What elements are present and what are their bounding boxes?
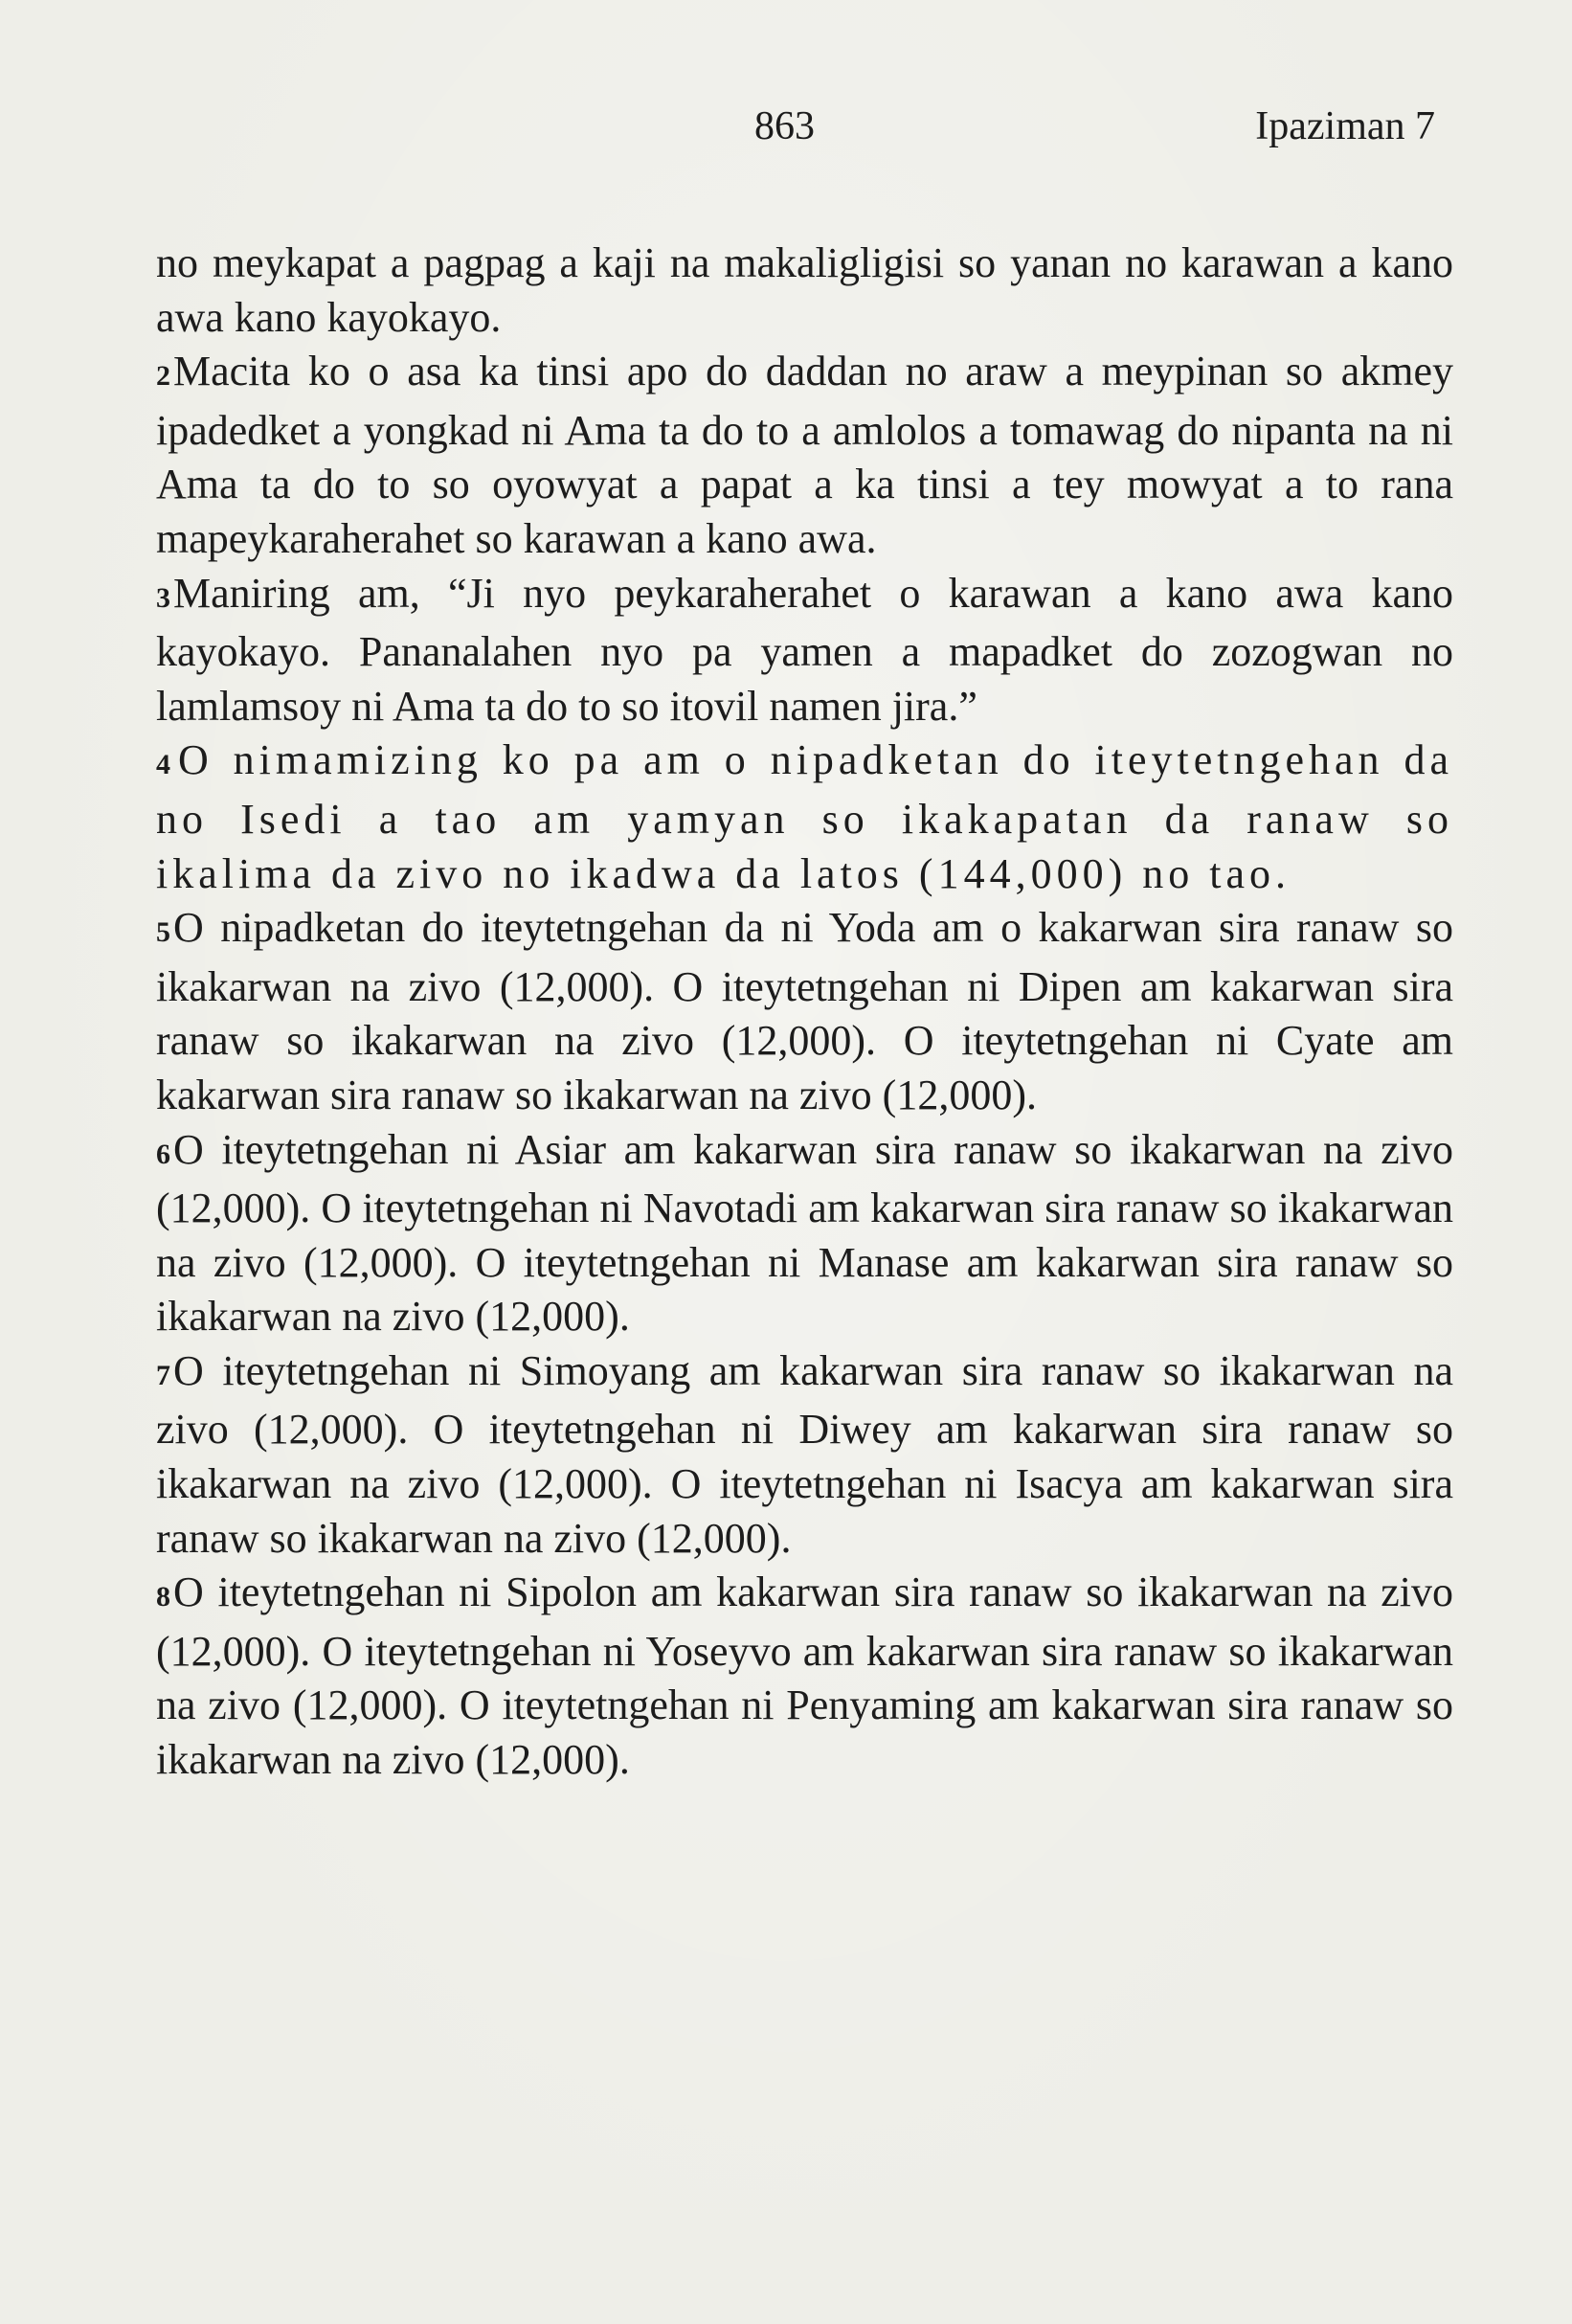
verse-6 [156,1123,1453,1344]
verse-8 [156,1566,1453,1787]
paragraph-continuation [156,237,1453,345]
verse-2 [156,345,1453,566]
verse-text: O iteytetngehan ni Asiar am kakarwan sira ranaw so ikakarwan na zivo (12,000). O iteytetngehan ni Navotadi am kakarwan sira ranaw so ikakarwan na zivo (12,000). O iteytetngehan ni Manase am kakarwan sira ranaw so ikakarwan na zivo (12,000). [156,1125,1453,1341]
verse-number: 4 [156,749,175,781]
verse-number: 8 [156,1581,170,1613]
verse-4 [156,733,1453,901]
verse-text: Macita ko o asa ka tinsi apo do daddan no araw a meypinan so akmey ipadedket a yongkad ni Ama ta do to a amlolos a tomawag do nipanta na ni Ama ta do to so oyowyat a papat a ka tinsi a tey mowyat a to rana mapeykaraherahet so karawan a kano awa. [156,348,1453,562]
verse-text: no meykapat a pagpag a kaji na makaligligisi so yanan no karawan a kano awa kano kayokayo. [156,239,1453,341]
verse-text: O nipadketan do iteytetngehan da ni Yoda am o kakarwan sira ranaw so ikakarwan na zivo (12,000). O iteytetngehan ni Dipen am kakarwan sira ranaw so ikakarwan na zivo (12,000). O iteytetngehan ni Cyate am kakarwan sira ranaw so ikakarwan na zivo (12,000). [156,904,1453,1118]
verse-text: Maniring am, “Ji nyo peykaraherahet o karawan a kano awa kano kayokayo. Pananalahen nyo pa yamen a mapadket do zozogwan no lamlamsoy ni Ama ta do to so itovil namen jira.” [156,569,1453,730]
verse-text: O iteytetngehan ni Sipolon am kakarwan sira ranaw so ikakarwan na zivo (12,000). O iteytetngehan ni Yoseyvo am kakarwan sira ranaw so ikakarwan na zivo (12,000). O iteytetngehan ni Penyaming am kakarwan sira ranaw so ikakarwan na zivo (12,000). [156,1568,1453,1784]
text-block [156,237,1453,1788]
page-number: 863 [754,104,815,148]
verse-text: O iteytetngehan ni Simoyang am kakarwan sira ranaw so ikakarwan na zivo (12,000). O iteytetngehan ni Diwey am kakarwan sira ranaw so ikakarwan na zivo (12,000). O iteytetngehan ni Isacya am kakarwan sira ranaw so ikakarwan na zivo (12,000). [156,1346,1453,1562]
verse-number: 2 [156,360,170,393]
verse-5 [156,901,1453,1122]
verse-number: 7 [156,1359,170,1391]
page-header [0,103,1572,161]
verse-number: 3 [156,581,170,614]
verse-3 [156,567,1453,734]
verse-number: 6 [156,1138,170,1170]
verse-7 [156,1344,1453,1566]
verse-text: O nimamizing ko pa am o nipadketan do iteytetngehan da no Isedi a tao am yamyan so ikakapatan da ranaw so ikalima da zivo no ikadwa da latos (144,000) no tao. [156,736,1453,897]
running-head: Ipaziman 7 [1255,104,1435,148]
verse-number: 5 [156,916,170,949]
